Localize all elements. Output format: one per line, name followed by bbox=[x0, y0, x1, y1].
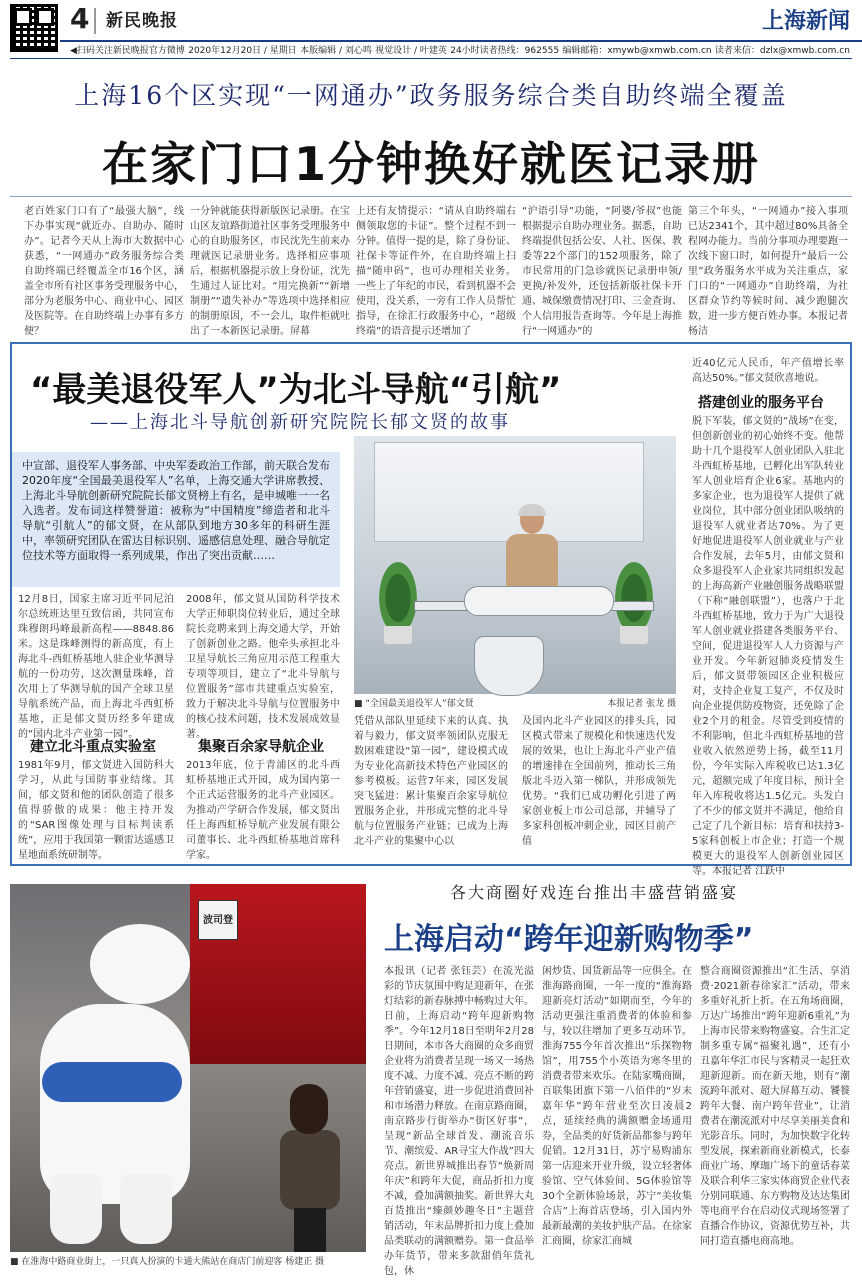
lead-column-2: 一分钟就能获得新版医记录册。在宝山区友谊路街道社区事务受理服务中心的自助服务区，市民沈先生前来办理就医记录册业务。选择相应事项后，根据机器提示放上身份证，沈先生通过人证比对。“用完换新”“新增制册”“遗失补办”等选项中选择相应的制册原因，不一会儿，取件柜就吐出了一本新医记录册。屏幕 bbox=[190, 206, 350, 337]
hotline: 24小时读者热线：962555 bbox=[450, 46, 560, 56]
lead-column-1: 老百姓家门口有了“最强大脑”，线下办事实现“就近办、自助办、随时办”。记者今天从上海市大数据中心获悉，“一网通办”政务服务综合类自助终端已经覆盖全市16个区，涵盖全市所有社区事务受理服务中心，部分为老服务中心、商业中心、园区及医院等。在自助终端上办事有多方便？ bbox=[24, 206, 184, 337]
section-name: 上海新闻 bbox=[761, 9, 850, 34]
photo-woman bbox=[280, 1084, 340, 1252]
photo-bear-head bbox=[90, 924, 190, 1004]
qr-note: ◀扫码关注新民晚报官方微博 bbox=[70, 46, 185, 56]
reader-email: 读者来信：dzlx@xmwb.com.cn bbox=[714, 46, 850, 56]
feature-column-1: 12月8日，国家主席习近平同尼泊尔总统班达里互致信函，共同宣布珠穆朗玛峰最新高程——8848.86米。这是珠峰测得的新高度，有上海北斗-西虹桥基地人驻企业华测导航的一份功劳，这次测量珠峰，首次用上了华测导航的国产全球卫星导航系统产品，而上海北斗西虹桥基地，正是郁文贤历经多年建成的“国内北斗产业第一园”。 bbox=[18, 594, 174, 740]
paper-name: 新民晚报 bbox=[106, 11, 178, 31]
feature-column-5a: 近40亿元人民币，年产值增长率高达50%。”郁文贤欣喜地说。 bbox=[692, 358, 844, 384]
shopping-kicker: 各大商圈好戏连台推出丰盛营销盛宴 bbox=[450, 883, 739, 902]
feature-column-1b: 1981年9月，郁文贤进入国防科大学习，从此与国防事业结缘。其间，郁文贤和他的团队创造了很多值得骄傲的成果：他主持开发的“SAR图像处理与目标判读系统”，应用于我国第一颗雷达遥感卫星地面系统研制等。 bbox=[18, 760, 174, 861]
feature-subhead-3: 搭建创业的服务平台 bbox=[698, 395, 824, 411]
feature-subhead-2: 集聚百余家导航企业 bbox=[198, 739, 324, 755]
shopping-column-3: 整合商圈资源推出“汇生活、享消费·2021新春徐家汇”活动，带来多重好礼折上折。在五角场商圈，万达广场推出“跨年迎新6重礼”为上海市民带来购物盛宴。合生汇定制多重专属“福聚礼遇”，还有小丑嘉年华汇市民与客精灵一起狂欢迎新迎新。而在新天地，则有“潮流跨年派对、超大屏幕互动、饕餮跨年大餐、南户跨年营业”，让消费者在潮流派对中尽享美丽美食和光影音乐。同时，为加快数字化转型发展，探索新商业新模式，长泰商业广场、摩珈广场下的童话春菜及联合利华三家实体商贸企业代表分别同联通、东方购物及达达集团等电商平台在启动仪式现场签署了直播合作协议，资源优势互补，共同打造直播电商高地。 bbox=[700, 966, 850, 1247]
photo-store-sign: 波司登 bbox=[198, 900, 238, 940]
feature-column-4: 及国内北斗产业园区的排头兵，园区模式带来了规模化和快速迭代发展的效果，也让上海北斗产业产值的增速排在全国前列，推动长三角版北斗迈入第一梯队，并形成领先优势。“我们已成功孵化引进了两家创业板上市公司总部，并辅导了多家科创板冲刺企业，园区目前产值 bbox=[522, 716, 676, 847]
feature-column-3: 凭借从部队里延续下来的认真、执着与毅力，郁文贤率领团队克服无数困难建设“第一园”，建设模式成为专业化高新技术特色产业园区的参考模板。运营7年来，园区发展突飞猛进：累计集聚百余家导航位置服务企业，并形成完整的北斗导航与位置服务产业链；已成为上海北斗产业的集聚中心以 bbox=[354, 716, 508, 847]
feature-column-2b: 2013年底，位于青浦区的北斗西虹桥基地正式开园，成为国内第一个正式运营服务的北斗产业园区。为推动产学研合作发展，郁文贤出任上海西虹桥导航产业发展有限公司董事长、北斗西虹桥基地首席科学家。 bbox=[186, 760, 340, 861]
designer-credit: 视觉设计 / 叶建英 bbox=[375, 46, 447, 56]
photo-credit: 本报记者 张龙 摄 bbox=[607, 699, 676, 709]
qr-code bbox=[10, 4, 58, 52]
masthead-divider bbox=[94, 8, 96, 34]
photo-person bbox=[504, 506, 560, 596]
issue-date: 2020年12月20日 / 星期日 bbox=[188, 46, 297, 56]
shopping-headline: 上海启动“跨年迎新购物季” bbox=[384, 922, 754, 957]
header-rule bbox=[60, 40, 862, 42]
photo-caption-text: ■ “全国最美退役军人”郁文贤 bbox=[354, 699, 474, 709]
feature-subhead-1: 建立北斗重点实验室 bbox=[30, 739, 156, 755]
header-info-bar bbox=[70, 43, 850, 56]
photo-drone-tail bbox=[474, 636, 544, 696]
header-rule-lower bbox=[10, 58, 852, 59]
editor-email: 编辑邮箱：xmywb@xmwb.com.cn bbox=[562, 46, 712, 56]
feature-column-5b: 脱下军装，郁文贤的“战场”在变，但创新创业的初心始终不变。他帮助十几个退役军人创业团队入驻北斗西虹桥基地，已孵化出军队转业军人创业培育企业6家。基地内的多家企业，也为退役军人提供了就业岗位，其中部分创业团队吸纳的退役军人就业者达70%。为了更好地促进退役军人创业就业与产业合作发展，去年5月，由郁文贤和众多退役军人企业家共同组织发起的上海高新产业融创服务战略联盟（下称“融创联盟”），也落户于北斗西虹桥基地，致力于为广大退役军人创业就业搭建各类服务平台、空间，促进退役军人人力资源与产业开发。今年新冠肺炎疫情发生后，郁文贤带领园区企业积极应对，支持企业复工复产，不仅及时向企业提供防疫物资，还免除了企业2个月的租金。尽管受到疫情的不利影响，但北斗西虹桥基地的营业收入依然逆势上扬，截至11月份，今年实际入库税收已达1.3亿元，超额完成了年度目标，预计全年入库税收将达1.5亿元。头发白了不少的郁文贤并不满足，他给自己定了几个新目标：培育和扶持3-5家科创板上市企业；打造一个规模更大的退役军人创新创业园区等。本报记者 江跃中 bbox=[692, 416, 844, 877]
photo-plant-left bbox=[376, 554, 420, 644]
lead-rule bbox=[10, 196, 852, 197]
lead-column-3: 上还有友情提示：“请从自助终端右侧领取您的卡证”。整个过程不到一分钟。值得一提的是，除了身份证、社保卡等证件外，在自助终端上扫描“随申码”，也可办理相关业务。一些上了年纪的市民，看到机器不会使用，没关系，一旁有工作人员帮忙指导，在徐汇行政服务中心，“超级终端”的语音提示还增加了 bbox=[356, 206, 516, 337]
photo-plant-right bbox=[612, 554, 656, 644]
feature-headline: “最美退役军人”为北斗导航“引航” bbox=[30, 370, 562, 410]
shopping-column-1: 本报讯（记者 张钰芸）在流光溢彩的节庆氛围中购足迎新年，在张灯结彩的新春脉搏中畅购过大年。日前，上海启动“跨年迎新购物季”。今年12月18日至明年2月28日期间，本市各大商圈的众多商贸企业将为消费者呈现一场又一场热度不减、力度不减、亮点不断的跨年营销盛宴，进一步促进消费回补和市场潜力释放。在南京路商圈，南京路步行街举办“街区好事”，呈现“新品全球首发、潮流音乐节、潮缤爱、AR寻宝大作战”四大亮点。新世界城推出春节“焕新周年庆”和跨年大促，商品折扣力度不减，叠加满额抽奖。新世界大丸百货推出“臻颜妙趣冬日”主题营销活动，年末品牌折扣力度上叠加品类联动的满额赠券。第一食品举办年货节，带来多款甜俏年货礼包，休 bbox=[384, 966, 534, 1277]
photo-bear-leg bbox=[120, 1174, 172, 1244]
photo-drone-body bbox=[464, 586, 614, 616]
feature-photo-caption bbox=[354, 696, 676, 709]
lead-kicker: 上海16个区实现“一网通办”政务服务综合类自助终端全覆盖 bbox=[74, 81, 788, 110]
lead-headline: 在家门口1分钟换好就医记录册 bbox=[101, 137, 760, 191]
lead-column-5: 第三个年头，“一网通办”接入事项已达2341个，其中超过80%具备全程网办能力。当前分事项办理要跑一次线下窗口时，如何提升“最后一公里”政务服务水平成为关注重点，家门口的“一网通办”自助终端，为社区群众节约等候时间、减少跑腿次数，进一步方便百姓办事。本报记者 杨洁 bbox=[688, 206, 848, 337]
feature-column-2: 2008年，郁文贤从国防科学技术大学正师职岗位转业后，通过全球院长竞聘来到上海交通大学，开始了创新创业之路。他牵头承担北斗卫星导航长三角应用示范工程重大专项等项目，建立了“北斗导航与位置服务”部市共建重点实验室，致力于解决北斗导航与位置服务中的核心技术问题，技术发展成效显著。 bbox=[186, 594, 340, 740]
lead-column-4: “沪语引导”功能，“阿婆/爷叔”也能根据提示自助办理业务。据悉，自助终端提供包括公安、人社、医保、教委等22个部门的152项服务，除了市民常用的门急诊就医记录册申领/更换/补发外，还包括新版社保卡开通、城保缴费情况打印、三金查询、个人信用报告查询等。今年是上海推行“一网通办”的 bbox=[522, 206, 682, 337]
editor-credit: 本版编辑 / 刘心鸣 bbox=[300, 46, 372, 56]
shopping-column-2: 闲炒货、国货新品等一应俱全。在淮海路商圈，一年一度的“淮海路迎新亮灯活动”如期而至，今年的活动更强注重消费者的体验和参与，较以往增加了更多互动环节。淮海755今年首次推出“乐探物物馆”，用755个小英语为寒冬里的消费者带来欢乐。在陆家嘴商圈，百联集团旗下第一八佰伴的“岁末嘉年华”跨年营业至次日凌晨2点，延续经典的满额赠金场通用券，全品类的好货新品都参与跨年促销。12月31日，苏宁易购浦东第一店迎来开业升级，设立轻奢体验馆、空气体验间、5G体验馆等30个全新体验场景，苏宁“美妆集合店”上海首店登场，引入国内外最新最潮的美妆护肤产品。在徐家汇商圈，徐家汇商城 bbox=[542, 966, 692, 1247]
feature-subheadline: ——上海北斗导航创新研究院院长郁文贤的故事 bbox=[90, 412, 510, 433]
shopping-photo bbox=[10, 884, 366, 1252]
photo-bear-leg bbox=[50, 1174, 102, 1244]
photo-bear-scarf bbox=[42, 1062, 182, 1102]
feature-photo bbox=[354, 436, 676, 694]
feature-intro: 中宣部、退役军人事务部、中央军委政治工作部，前天联合发布2020年度“全国最美退役军人”名单，上海交通大学讲席教授、上海北斗导航创新研究院院长郁文贤榜上有名，是申城唯一一名入选者。发布词这样赞誉道：被称为“中国精度”缔造者和北斗导航“引航人”的郁文贤，在从部队到地方30多年的科研生涯中，率领研究团队在雷达目标识别、遥感信息处理、融合导航定位技术等方面取得一系列成果，作出了突出贡献…… bbox=[12, 452, 340, 587]
page-number: 4 bbox=[70, 2, 90, 35]
shopping-photo-caption: ■ 在淮海中路商业街上，一只真人扮演的卡通大熊站在商店门前迎客 杨建正 摄 bbox=[10, 1257, 325, 1267]
